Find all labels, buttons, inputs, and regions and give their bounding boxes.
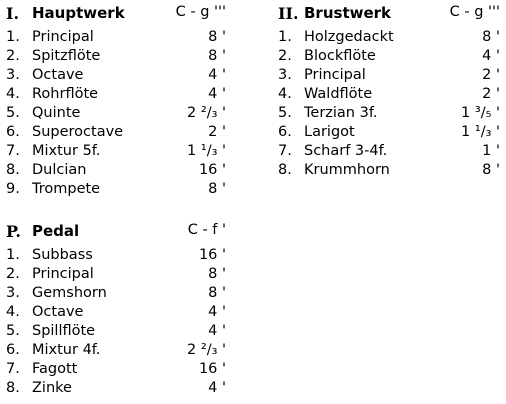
- stop-row: [6, 246, 226, 265]
- stop-number: 3.: [278, 67, 292, 83]
- stop-row: [6, 47, 226, 66]
- stop-name: Superoctave: [32, 124, 124, 140]
- stop-number: 5.: [6, 323, 20, 339]
- stop-name: Larigot: [304, 124, 355, 140]
- stop-pitch: 4 ': [208, 67, 226, 83]
- stop-row: [278, 66, 500, 85]
- stop-number: 2.: [6, 48, 20, 64]
- division-compass: C - g ''': [449, 4, 500, 20]
- stop-row: [6, 180, 226, 199]
- stop-pitch: 8 ': [208, 48, 226, 64]
- stop-name: Mixtur 4f.: [32, 342, 101, 358]
- division-numeral: I.: [6, 4, 20, 23]
- division-header: [6, 2, 226, 28]
- stop-row: [6, 379, 226, 398]
- stop-name: Zinke: [32, 380, 72, 396]
- stop-number: 2.: [278, 48, 292, 64]
- stop-number: 8.: [278, 162, 292, 178]
- division-title: Hauptwerk: [32, 4, 125, 22]
- stop-list: [6, 246, 226, 398]
- stop-name: Principal: [32, 29, 94, 45]
- stop-name: Subbass: [32, 247, 93, 263]
- stop-name: Mixtur 5f.: [32, 143, 101, 159]
- division-compass: C - f ': [187, 222, 226, 238]
- stop-row: [278, 47, 500, 66]
- stop-row: [6, 341, 226, 360]
- stop-pitch: 4 ': [208, 86, 226, 102]
- stop-name: Octave: [32, 67, 84, 83]
- stop-pitch: 2 ²/₃ ': [187, 105, 226, 121]
- stop-number: 4.: [6, 304, 20, 320]
- stop-name: Spitzflöte: [32, 48, 101, 64]
- division-header: [278, 2, 500, 28]
- stop-number: 9.: [6, 181, 20, 197]
- stop-row: [6, 85, 226, 104]
- stop-row: [278, 28, 500, 47]
- stop-number: 3.: [6, 67, 20, 83]
- stop-number: 4.: [6, 86, 20, 102]
- stop-row: [6, 123, 226, 142]
- stop-row: [278, 85, 500, 104]
- stop-pitch: 8 ': [208, 181, 226, 197]
- stop-pitch: 16 ': [198, 162, 226, 178]
- stop-row: [6, 265, 226, 284]
- stop-number: 8.: [6, 162, 20, 178]
- stop-list: [6, 28, 226, 199]
- stop-name: Dulcian: [32, 162, 87, 178]
- stop-pitch: 4 ': [482, 48, 500, 64]
- stop-name: Terzian 3f.: [304, 105, 378, 121]
- division-numeral: P.: [6, 222, 21, 241]
- division-numeral: II.: [278, 4, 299, 23]
- stop-pitch: 1 ³/₅ ': [461, 105, 500, 121]
- stop-number: 7.: [278, 143, 292, 159]
- stop-row: [6, 66, 226, 85]
- division-pedal: [6, 220, 226, 398]
- stop-number: 7.: [6, 143, 20, 159]
- stop-pitch: 1 ¹/₃ ': [461, 124, 500, 140]
- stop-number: 6.: [6, 124, 20, 140]
- stop-pitch: 2 ': [208, 124, 226, 140]
- division-hauptwerk: [6, 2, 226, 199]
- division-header: [6, 220, 226, 246]
- stop-name: Principal: [32, 266, 94, 282]
- division-brustwerk: [278, 2, 500, 180]
- stop-number: 5.: [278, 105, 292, 121]
- stop-name: Holzgedackt: [304, 29, 394, 45]
- stop-number: 7.: [6, 361, 20, 377]
- stop-name: Octave: [32, 304, 84, 320]
- stop-number: 8.: [6, 380, 20, 396]
- stop-number: 2.: [6, 266, 20, 282]
- stop-row: [6, 360, 226, 379]
- stop-row: [6, 322, 226, 341]
- stop-row: [6, 142, 226, 161]
- stop-name: Trompete: [32, 181, 101, 197]
- stop-pitch: 2 ²/₃ ': [187, 342, 226, 358]
- stop-name: Blockflöte: [304, 48, 376, 64]
- stop-name: Scharf 3-4f.: [304, 143, 388, 159]
- stop-number: 4.: [278, 86, 292, 102]
- stop-pitch: 16 ': [198, 247, 226, 263]
- stop-list: [278, 28, 500, 180]
- stop-pitch: 8 ': [208, 29, 226, 45]
- stop-pitch: 16 ': [198, 361, 226, 377]
- stop-name: Krummhorn: [304, 162, 390, 178]
- stop-row: [6, 104, 226, 123]
- stop-number: 1.: [6, 247, 20, 263]
- stop-number: 1.: [278, 29, 292, 45]
- stop-number: 3.: [6, 285, 20, 301]
- stop-pitch: 2 ': [482, 86, 500, 102]
- stop-number: 5.: [6, 105, 20, 121]
- stop-pitch: 8 ': [208, 266, 226, 282]
- stop-pitch: 8 ': [482, 162, 500, 178]
- stop-row: [278, 142, 500, 161]
- stop-row: [278, 123, 500, 142]
- stop-row: [6, 284, 226, 303]
- stop-pitch: 1 ': [482, 143, 500, 159]
- stop-name: Fagott: [32, 361, 78, 377]
- stop-pitch: 4 ': [208, 304, 226, 320]
- stop-pitch: 4 ': [208, 323, 226, 339]
- division-title: Brustwerk: [304, 4, 392, 22]
- stop-pitch: 8 ': [482, 29, 500, 45]
- stop-row: [6, 28, 226, 47]
- stop-name: Quinte: [32, 105, 81, 121]
- stop-pitch: 1 ¹/₃ ': [187, 143, 226, 159]
- stop-number: 6.: [278, 124, 292, 140]
- division-compass: C - g ''': [175, 4, 226, 20]
- stop-name: Waldflöte: [304, 86, 373, 102]
- stop-number: 1.: [6, 29, 20, 45]
- stop-number: 6.: [6, 342, 20, 358]
- stop-pitch: 8 ': [208, 285, 226, 301]
- stop-pitch: 4 ': [208, 380, 226, 396]
- stop-name: Principal: [304, 67, 366, 83]
- stop-pitch: 2 ': [482, 67, 500, 83]
- stop-name: Gemshorn: [32, 285, 107, 301]
- stop-row: [6, 303, 226, 322]
- stop-row: [6, 161, 226, 180]
- stop-row: [278, 161, 500, 180]
- stop-row: [278, 104, 500, 123]
- stop-name: Spillflöte: [32, 323, 96, 339]
- division-title: Pedal: [32, 222, 80, 240]
- stop-name: Rohrflöte: [32, 86, 99, 102]
